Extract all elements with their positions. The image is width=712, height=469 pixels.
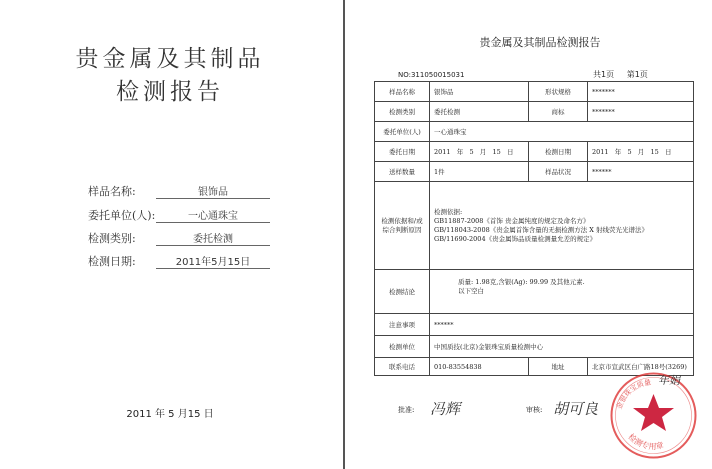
cell-value: 010-83554838 [430, 358, 529, 376]
cell-label: 检测依据和/或综合判断原因 [375, 182, 430, 270]
cell-label: 委托日期 [375, 142, 430, 162]
cell-value: ****** [430, 314, 694, 336]
cell-value: 北京市宣武区白广路18号(3269) [588, 358, 694, 376]
cover-field-client [88, 207, 238, 223]
cover-title-line2: 检测报告 [116, 79, 224, 105]
basis-line: GB/118043-2008《贵金属首饰含量的无损检测方法 X 射线荧光光谱法》 [434, 225, 648, 234]
reviewer-signature: 胡可良 [553, 400, 599, 418]
underline [156, 245, 270, 246]
cover-field-value: 一心通珠宝 [188, 211, 238, 222]
underline [156, 198, 270, 199]
seal-bottom-text: 检测专用章 [626, 432, 665, 452]
cell-value: ******* [588, 102, 694, 122]
cover-field-label: 检测日期: [88, 255, 136, 268]
table-row [375, 270, 694, 314]
cell-label: 注意事项 [375, 314, 430, 336]
cover-field-date [88, 253, 251, 269]
table-row [375, 336, 694, 358]
report-number: NO:311050015031 [398, 71, 465, 79]
table-row [375, 102, 694, 122]
page-divider [343, 0, 345, 469]
underline [156, 222, 270, 223]
conclusion-line: 以下空白 [458, 287, 484, 295]
cover-title-line1: 贵金属及其制品 [75, 46, 265, 72]
cell-label: 样品状况 [529, 162, 588, 182]
cell-value: 2011 年 5 月 15 日 [430, 142, 529, 162]
cell-value: 一心通珠宝 [430, 122, 694, 142]
cell-value: 1件 [430, 162, 529, 182]
page-count: 共1页 第1页 [593, 70, 648, 79]
cell-value: 2011 年 5 月 15 日 [588, 142, 694, 162]
cell-basis [430, 182, 694, 270]
cell-label: 样品名称 [375, 82, 430, 102]
cell-label: 商标 [529, 102, 588, 122]
conclusion-line: 质量: 1.98克,含银(Ag): 99.99 及其他元素. [458, 278, 585, 286]
cell-value: ******* [588, 82, 694, 102]
seal-top-text: 金银珠宝质量 [615, 378, 652, 411]
cover-page [0, 0, 340, 469]
cell-value: ****** [588, 162, 694, 182]
table-row [375, 82, 694, 102]
cell-label: 形状规格 [529, 82, 588, 102]
cover-field-value: 委托检测 [193, 234, 233, 245]
cell-label: 检测结论 [375, 270, 430, 314]
cover-field-value: 2011年5月15日 [175, 257, 251, 268]
cell-label: 检测单位 [375, 336, 430, 358]
table-row [375, 314, 694, 336]
basis-line: GB11887-2008《首饰 贵金属纯度的规定及命名方》 [434, 216, 590, 225]
cell-label: 地址 [529, 358, 588, 376]
cell-label: 检测类别 [375, 102, 430, 122]
seal-star-icon [633, 394, 674, 431]
report-table [374, 81, 694, 376]
cell-value: 银饰品 [430, 82, 529, 102]
cell-value: 委托检测 [430, 102, 529, 122]
inspection-seal [606, 368, 701, 463]
table-row [375, 142, 694, 162]
cell-label: 联系电话 [375, 358, 430, 376]
basis-line: GB/11690-2004《贵金属饰品质量检测量允差的规定》 [434, 234, 597, 243]
cell-value: 中国质技(北京)金银珠宝质量检测中心 [430, 336, 694, 358]
reviewer-label: 审核: [526, 406, 543, 414]
stamp-signature: 年娟 [658, 374, 680, 387]
report-page [348, 0, 712, 469]
cell-label: 检测日期 [529, 142, 588, 162]
report-title: 贵金属及其制品检测报告 [479, 36, 601, 49]
table-row [375, 122, 694, 142]
approver-signature: 冯辉 [430, 400, 461, 418]
table-row [375, 182, 694, 270]
cell-label: 委托单位(人) [375, 122, 430, 142]
cover-field-label: 检测类别: [88, 232, 136, 245]
cover-field-type [88, 230, 233, 246]
cover-field-sample [88, 183, 228, 199]
basis-header: 检测依据: [434, 207, 463, 216]
cover-field-label: 样品名称: [88, 185, 136, 198]
underline [156, 268, 270, 269]
cell-label: 送样数量 [375, 162, 430, 182]
cover-field-value: 银饰品 [198, 187, 228, 198]
approver-label: 批准: [398, 406, 415, 414]
cell-conclusion [430, 270, 694, 314]
cover-date: 2011 年 5 月15 日 [126, 409, 214, 420]
table-row [375, 162, 694, 182]
cover-field-label: 委托单位(人): [88, 209, 156, 222]
